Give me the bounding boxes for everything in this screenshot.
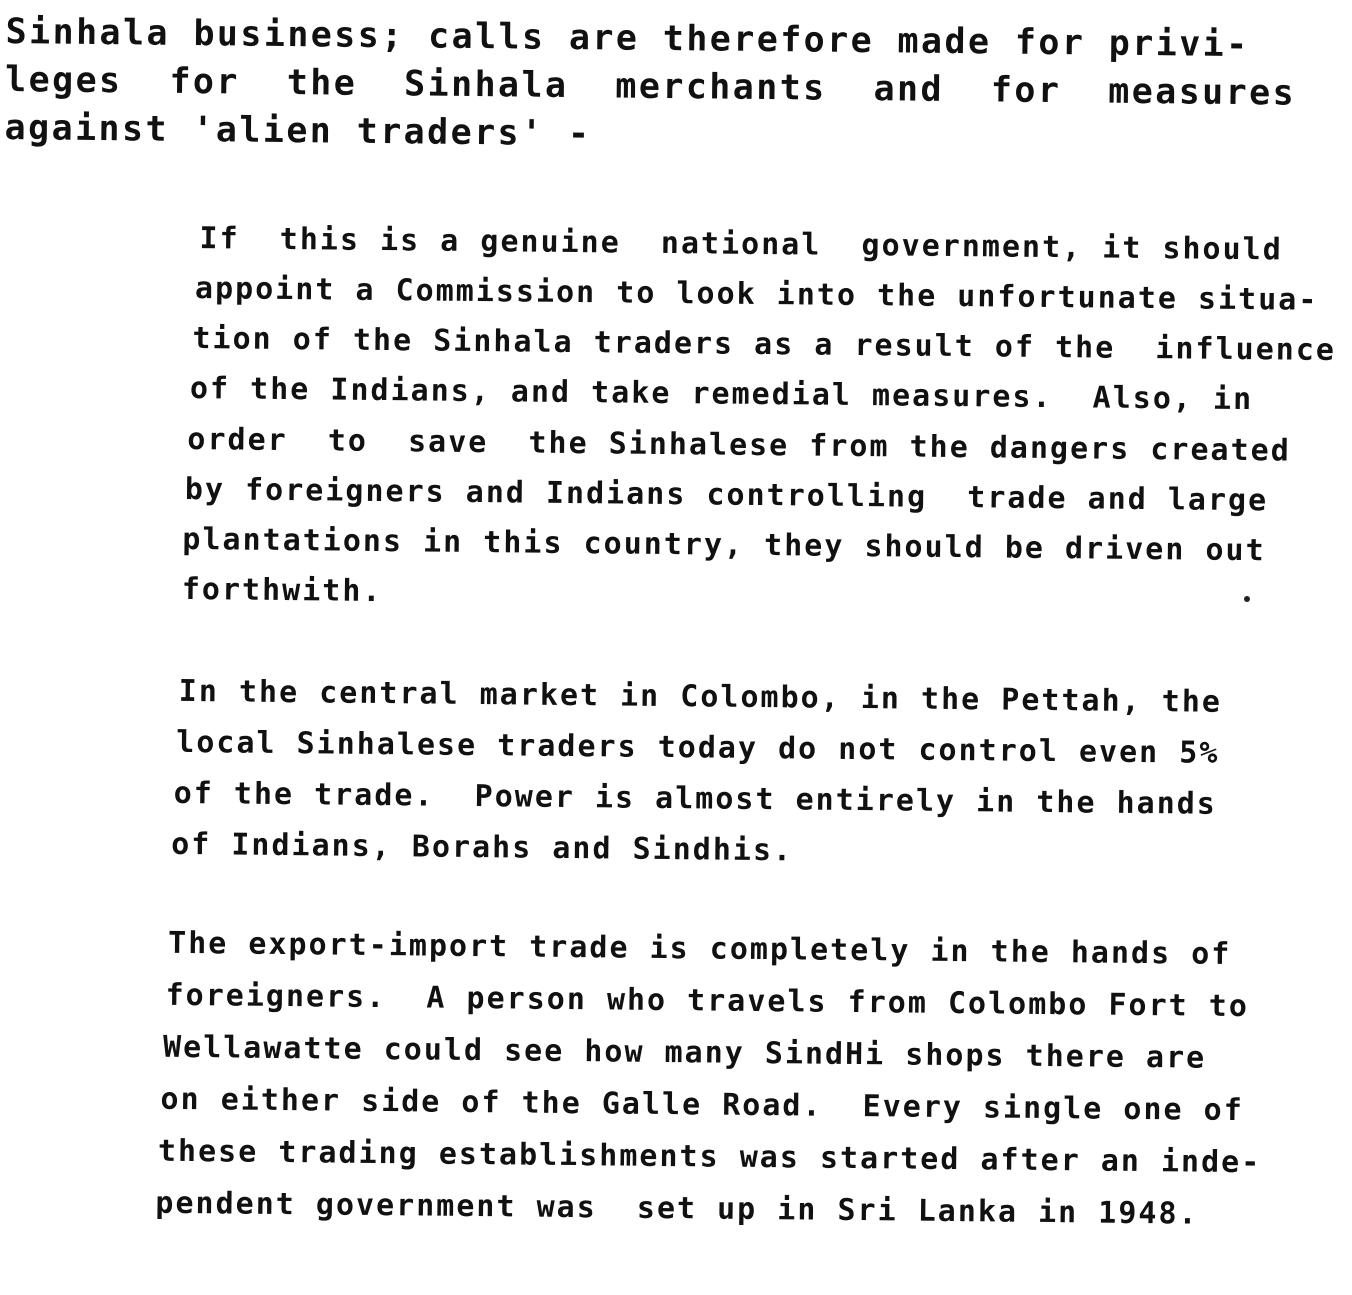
quote-line: plantations in this country, they should be driven out — [182, 521, 1266, 569]
quote-line: these trading establishments was started after an inde- — [157, 1133, 1262, 1181]
intro-paragraph — [0, 0, 1352, 155]
quote-line: pendent government was set up in Sri Lanka in 1948. — [155, 1185, 1199, 1232]
quote-line: foreigners. A person who travels from Colombo Fort to — [165, 977, 1250, 1025]
ink-speck — [1244, 596, 1250, 602]
quote-line: appoint a Commission to look into the unfortunate situa- — [194, 271, 1319, 318]
quote-line: of the Indians, and take remedial measures. Also, in — [189, 371, 1254, 418]
quote-line: The export-import trade is completely in the hands of — [167, 925, 1232, 972]
quote-line: In the central market in Colombo, in the Pettah, the — [178, 673, 1223, 720]
quote-line: tion of the Sinhala traders as a result of the influence — [192, 321, 1337, 369]
intro-line: against 'alien traders' - — [4, 108, 592, 155]
quote-line: on either side of the Galle Road. Every single one of — [160, 1081, 1244, 1129]
intro-line: Sinhala business; calls are therefore made for privi- — [5, 12, 1250, 66]
quote-line: Wellawatte could see how many SindHi shops there are — [162, 1029, 1207, 1076]
intro-line: leges for the Sinhala merchants and for measures — [4, 60, 1297, 114]
quote-line: of the trade. Power is almost entirely in the hands — [173, 775, 1218, 822]
quote-line: by foreigners and Indians controlling trade and large — [184, 471, 1269, 519]
quote-line: local Sinhalese traders today do not control even 5% — [176, 724, 1220, 771]
quote-line: of Indians, Borahs and Sindhis. — [170, 826, 794, 869]
quote-line: forthwith. — [181, 571, 383, 610]
quote-line: order to save the Sinhalese from the dangers created — [187, 421, 1291, 469]
quote-line: If this is a genuine national government, it should — [199, 221, 1283, 268]
